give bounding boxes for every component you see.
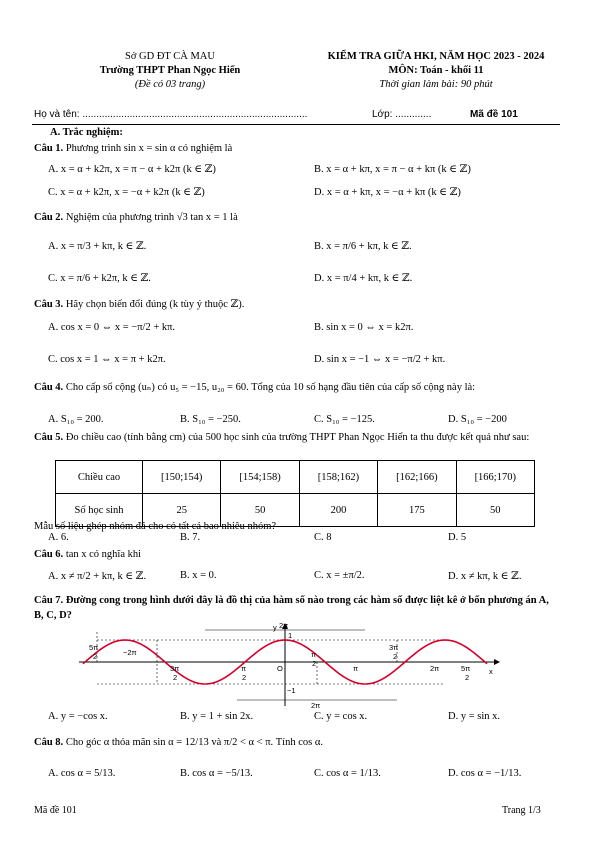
q1-label: Câu 1.: [34, 143, 64, 154]
q4-option-b[interactable]: B. S₁₀ = −250.: [180, 414, 241, 425]
question-4: [34, 380, 554, 395]
q7-label: Câu 7.: [34, 595, 64, 606]
table-cell: 50: [221, 494, 299, 527]
q8-text: Cho góc α thỏa mãn sin α = 12/13 và π/2 < α < π. Tính cos α.: [65, 737, 323, 748]
label-2pi-top: 2π: [279, 622, 289, 630]
label-2pi: 2π: [430, 664, 440, 673]
height-table: [55, 460, 535, 527]
table-cell: [166;170): [456, 461, 534, 494]
table-cell: [154;158): [221, 461, 299, 494]
label-3pi2: 3π: [389, 643, 399, 652]
q6-option-a[interactable]: A. x ≠ π/2 + kπ, k ∈ ℤ.: [48, 571, 147, 582]
table-cell: [162;166): [378, 461, 456, 494]
q5-option-c[interactable]: C. 8: [314, 532, 332, 543]
q6-option-c[interactable]: C. x = ±π/2.: [314, 570, 365, 581]
x-axis-label: x: [489, 667, 493, 676]
footer-page: Trang 1/3: [502, 805, 541, 816]
q5-text: Đo chiều cao (tính bằng cm) của 500 học sinh của trường THPT Phan Ngọc Hiển ta thu được kết quả như sau:: [65, 432, 530, 443]
q4-label: Câu 4.: [34, 382, 64, 393]
q2-option-a[interactable]: A. x = π/3 + kπ, k ∈ ℤ.: [48, 241, 147, 252]
table-cell: 175: [378, 494, 456, 527]
question-8: [34, 737, 323, 748]
label-neg-2pi: −2π: [123, 648, 137, 657]
q3-option-a[interactable]: A. cos x = 0 ⇔ x = −π/2 + kπ.: [48, 322, 176, 333]
q6-label: Câu 6.: [34, 549, 64, 560]
q4-option-c[interactable]: C. S₁₀ = −125.: [314, 414, 375, 425]
label-den: 2: [312, 659, 317, 668]
q6-text: tan x có nghĩa khi: [65, 549, 142, 560]
school-name: Trường THPT Phan Ngọc Hiển: [99, 65, 241, 76]
q8-option-d[interactable]: D. cos α = −1/13.: [448, 768, 522, 779]
q8-option-c[interactable]: C. cos α = 1/13.: [314, 768, 381, 779]
y-axis-label: y: [273, 623, 277, 632]
label-pi: π: [353, 664, 359, 673]
label-den: 2: [465, 673, 470, 682]
q3-option-b[interactable]: B. sin x = 0 ⇔ x = k2π.: [314, 322, 414, 333]
q5-followup: Mẫu số liệu ghép nhóm đã cho có tất cả bao nhiêu nhóm?: [34, 521, 277, 532]
label-den: 2: [393, 652, 398, 661]
q7-option-d[interactable]: D. y = sin x.: [448, 711, 501, 722]
table-cell: 25: [143, 494, 221, 527]
table-cell: 200: [299, 494, 377, 527]
cosine-graph: [75, 622, 505, 708]
question-5: [34, 430, 558, 445]
q7-text: Đường cong trong hình dưới đây là đồ thị của hàm số nào trong các hàm số được liệt kê ở bốn phương án A, B, C, D?: [34, 595, 549, 621]
q2-label: Câu 2.: [34, 212, 64, 223]
header-divider: [32, 124, 560, 125]
q4-option-a[interactable]: A. S₁₀ = 200.: [48, 414, 104, 425]
header-right: [296, 50, 576, 92]
q5-option-d[interactable]: D. 5: [448, 532, 467, 543]
table-cell: [158;162): [299, 461, 377, 494]
subject: MÔN: Toán - khối 11: [388, 65, 484, 76]
q3-text: Hãy chọn biến đổi đúng (k tùy ý thuộc ℤ).: [65, 299, 245, 310]
question-2: [34, 212, 238, 223]
label-den: 2: [93, 652, 98, 661]
table-header-cell: Số học sinh: [56, 494, 143, 527]
q8-label: Câu 8.: [34, 737, 64, 748]
q1-option-d[interactable]: D. x = α + kπ, x = −α + kπ (k ∈ ℤ): [314, 187, 461, 198]
q7-option-c[interactable]: C. y = cos x.: [314, 711, 368, 722]
dept-name: Sở GD ĐT CÀ MAU: [125, 51, 215, 62]
question-3: [34, 298, 244, 310]
label-origin: O: [277, 664, 283, 673]
class-field: Lớp: .............: [372, 109, 432, 120]
question-1: [34, 143, 232, 154]
q8-option-b[interactable]: B. cos α = −5/13.: [180, 768, 253, 779]
q5-option-a[interactable]: A. 6.: [48, 532, 69, 543]
exam-title: KIỂM TRA GIỮA HKI, NĂM HỌC 2023 - 2024: [327, 51, 545, 62]
header-left: [70, 50, 270, 92]
q8-option-a[interactable]: A. cos α = 5/13.: [48, 768, 116, 779]
q3-option-c[interactable]: C. cos x = 1 ⇔ x = π + k2π.: [48, 354, 166, 365]
label-2pi-bottom: 2π: [311, 701, 321, 708]
q1-option-c[interactable]: C. x = α + k2π, x = −α + k2π (k ∈ ℤ): [48, 187, 205, 198]
exam-code: Mã đề 101: [470, 109, 518, 120]
q2-option-c[interactable]: C. x = π/6 + k2π, k ∈ ℤ.: [48, 273, 151, 284]
section-title: A. Trắc nghiệm:: [50, 127, 123, 138]
label-den: 2: [173, 673, 178, 682]
question-7: [34, 593, 558, 623]
label-pi2: π: [311, 650, 317, 659]
q2-option-d[interactable]: D. x = π/4 + kπ, k ∈ ℤ.: [314, 273, 413, 284]
q3-option-d[interactable]: D. sin x = −1 ⇔ x = −π/2 + kπ.: [314, 354, 446, 365]
q7-option-b[interactable]: B. y = 1 + sin 2x.: [180, 711, 254, 722]
q4-option-d[interactable]: D. S₁₀ = −200: [448, 414, 507, 425]
q1-option-b[interactable]: B. x = α + kπ, x = π − α + kπ (k ∈ ℤ): [314, 164, 471, 175]
q2-option-b[interactable]: B. x = π/6 + kπ, k ∈ ℤ.: [314, 241, 412, 252]
q5-option-b[interactable]: B. 7.: [180, 532, 201, 543]
table-cell: [150;154): [143, 461, 221, 494]
label-neg-pi2: π: [241, 664, 247, 673]
label-neg-3pi2: 3π: [170, 664, 180, 673]
footer-code: Mã đề 101: [34, 805, 77, 816]
q1-option-a[interactable]: A. x = α + k2π, x = π − α + k2π (k ∈ ℤ): [48, 164, 216, 175]
q6-option-d[interactable]: D. x ≠ kπ, k ∈ ℤ.: [448, 571, 522, 582]
q3-label: Câu 3.: [34, 299, 64, 310]
label-minus-one: −1: [287, 686, 296, 695]
q4-text: Cho cấp số cộng (uₙ) có u₅ = −15, u₂₀ = 60. Tổng của 10 số hạng đầu tiên của cấp số cộng này là:: [65, 382, 476, 393]
table-cell: 50: [456, 494, 534, 527]
label-5pi2: 5π: [461, 664, 471, 673]
label-neg-5pi2: 5π: [89, 643, 99, 652]
label-den: 2: [242, 673, 247, 682]
q7-option-a[interactable]: A. y = −cos x.: [48, 711, 108, 722]
q5-label: Câu 5.: [34, 432, 64, 443]
question-6: [34, 549, 141, 560]
name-field: Họ và tên: .................................................................................: [34, 109, 308, 120]
q6-option-b[interactable]: B. x = 0.: [180, 570, 217, 581]
exam-time: Thời gian làm bài: 90 phút: [379, 79, 493, 90]
pages-note: (Đề có 03 trang): [134, 79, 206, 90]
q2-text: Nghiệm của phương trình √3 tan x = 1 là: [65, 212, 238, 223]
table-header-cell: Chiều cao: [56, 461, 143, 494]
label-one: 1: [288, 631, 293, 640]
table-row: [56, 461, 535, 494]
q1-text: Phương trình sin x = sin α có nghiệm là: [65, 143, 233, 154]
